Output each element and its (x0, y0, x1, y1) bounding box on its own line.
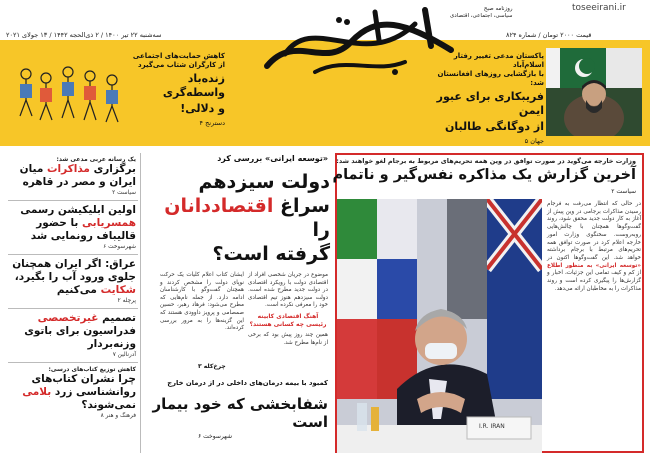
yellow-right-title-2: از دوگانگی طالبان (444, 120, 544, 133)
center-headline-l2-c: را (312, 219, 330, 241)
feature-kicker: وزارت خارجه می‌گوید در صورت توافق در وین همه تحریم‌های مربوط به برجام لغو خواهند شد: (336, 157, 636, 165)
left-news-title-b: فدراسیون برای باتوی وزنه‌بردار (24, 325, 136, 350)
left-news-title-red: غیرتخصصی (37, 312, 99, 324)
center-headline-l2-red: اقتصاددانان (164, 195, 274, 217)
second-story-kicker: کمبود با بیمه درمان‌های داخلی در از درمان خارج (167, 379, 328, 387)
tagline-line-2: سیاسی، اجتماعی، اقتصادی (450, 13, 513, 19)
workers-cartoon-icon (12, 60, 124, 130)
nameplate-label: I.R. IRAN (479, 423, 505, 430)
feature-ref: سیاست ۲ (611, 188, 636, 195)
center-col-a-quote: آهنگ اقتصادی کابینه رئیسی چه کسانی هستند؟ (249, 312, 327, 328)
left-news-item[interactable] (8, 201, 138, 255)
yellow-left-kicker-1: کاهش حمایت‌های اجتماعی (132, 52, 225, 60)
left-news-title-red: شکایت (100, 284, 136, 296)
yellow-right-ref: جهان ۵ (524, 137, 544, 145)
left-news-ref: آدرنالین ۷ (112, 352, 136, 358)
left-news-title (10, 312, 136, 351)
left-news-item[interactable] (8, 153, 138, 201)
left-news-column (8, 153, 138, 423)
yellow-left-title-1: زنده‌باد واسطه‌گری (162, 72, 225, 99)
left-news-item[interactable] (8, 255, 138, 309)
yellow-right-story[interactable] (430, 52, 544, 145)
left-news-title-a: برگزاری (89, 163, 136, 175)
center-headline-line-3: گرفته است؟ (212, 243, 330, 265)
site-url[interactable]: toseeirani.ir (572, 3, 626, 13)
column-divider (140, 153, 141, 453)
left-news-title-red: همسریابی (82, 217, 136, 229)
center-col-a-text-2: همین چند روز پیش بود که برخی از نام‌ها مطرح شد. (248, 331, 328, 346)
left-news-item[interactable] (8, 309, 138, 363)
feature-body-text-2: از کم و کیف تمامی این جزئیات، اخبار و گزارش‌ها را پیگیری کرده است و روند مذاکرات را به مخاطبان ارائه می‌دهد. (547, 270, 641, 292)
yellow-left-title-2: و دلالی! (180, 102, 225, 115)
left-news-item[interactable] (8, 363, 138, 423)
left-news-title-b: با حضور قالیباف رونمایی شد (30, 217, 136, 242)
left-news-ref: فرهنگ و هنر ۸ (100, 413, 136, 419)
left-news-kicker: یک رسانه عربی مدعی شد: (56, 156, 136, 163)
taliban-photo (546, 48, 642, 136)
left-news-title-a: عراق: اگر ایران همچنان جلوی ورود آب را بگیرد، (12, 258, 136, 283)
left-news-title (10, 258, 136, 297)
left-news-title (10, 373, 136, 412)
left-news-title-b: میان ایران و مصر در قاهره (19, 163, 136, 188)
date-line: سه‌شنبه ۲۲ تیر ۱۴۰۰ / ۲ ذی‌الحجه ۱۴۴۲ / ۱۳ جولای ۲۰۲۱ (6, 31, 162, 39)
feature-body-highlight: «توسعه ایرانی» به منظور اطلاع (547, 262, 641, 269)
left-news-title-a: چرا نشران کتاب‌های روانشناسی زرد (31, 373, 136, 398)
left-news-title (10, 163, 136, 189)
yellow-left-ref: دسترنج ۴ (199, 119, 225, 127)
negotiator-photo (337, 199, 542, 453)
left-news-title-b: می‌کنیم (56, 284, 101, 296)
tagline-line-1: روزنامه صبح (483, 6, 513, 12)
main-feature-box[interactable] (332, 153, 644, 453)
feature-title: آخرین گزارش یک مذاکره نفس‌گیر و ناتمام (332, 167, 636, 183)
yellow-right-kicker-2: با بازگشایی روزهای افغانستان شد: (437, 70, 544, 87)
yellow-right-title-1: فریبکاری برای عبور ایمن (436, 90, 544, 117)
yellow-left-story[interactable] (130, 52, 225, 127)
center-column-b: ایشان کتاب اعلام کلیات یک حرکت نوپای دولت را مشخص کردند و همچنان گفت‌وگو با کارشناسان ادامه دارد. از جمله نام‌هایی که مطرح می‌شود: فرهاد رهبر، حسین صمصامی و پرویز داوودی هستند که این گزینه‌ها را به مرور بررسی کرده‌اند. (160, 272, 244, 332)
center-headline-line-2 (145, 194, 330, 242)
left-news-title-a: تصمیم (98, 312, 136, 324)
second-story-ref: شهرسوخت ۶ (198, 433, 232, 440)
yellow-left-kicker-2: از کارگران شتاب می‌گیرد (138, 61, 225, 69)
feature-body-text-1: در حالی که انتظار می‌رفت به فرجام رسیدن مذاکرات برجامی در وین پیش از آغاز به کار دولت جدید محقق شود، روند گفت‌وگوها همچنان با چالش‌هایی روبه‌روست. سخنگوی وزارت امور خارجه اعلام کرد در صورت توافق همه تحریم‌های مرتبط با برجام برداشته خواهد شد. این گفت‌وگوها اکنون در (547, 201, 641, 261)
center-headline-l2-a: سراغ (273, 195, 330, 217)
left-news-ref: سیاست ۲ (112, 190, 136, 196)
left-news-ref: شهرسوخت ۶ (103, 244, 136, 250)
center-kicker: «توسعه ایرانی» بررسی کرد (217, 154, 328, 163)
center-column-a (248, 272, 328, 347)
center-headline-line-1: دولت سیزدهم (198, 171, 330, 193)
left-news-title (10, 204, 136, 243)
second-story-title[interactable]: شفابخشی که خود بیمار است (152, 395, 328, 431)
center-headline[interactable] (145, 170, 330, 266)
yellow-right-kicker-1: پاکستان مدعی تغییر رفتار اسلام‌آباد (453, 52, 544, 69)
left-news-title-a: اولین ابلیکیشن رسمی (20, 204, 136, 216)
left-news-title-b: نمی‌شوند؟ (81, 399, 136, 411)
center-ref: چرخ‌کله ۳ (198, 363, 226, 370)
feature-body-column (547, 201, 641, 293)
left-news-title-red: بلامی (22, 386, 52, 398)
center-col-a-text-1: موضوع در جریان شخصی افراد از اقتصادی دولت با رویکرد اقتصادی در دولت جدید مطرح شده است. دولت سیزدهم هنوز تیم اقتصادی خود را معرفی نکرده است. (248, 272, 328, 309)
left-news-title-red: مذاکرات (46, 163, 90, 175)
left-news-kicker: کاهش توزیع کتاب‌های درسی: (48, 366, 136, 373)
issue-price: قیمت ۲۰۰۰ تومان / شماره ۸۲۴ (506, 31, 592, 39)
left-news-ref: پرچله ۲ (117, 298, 136, 304)
